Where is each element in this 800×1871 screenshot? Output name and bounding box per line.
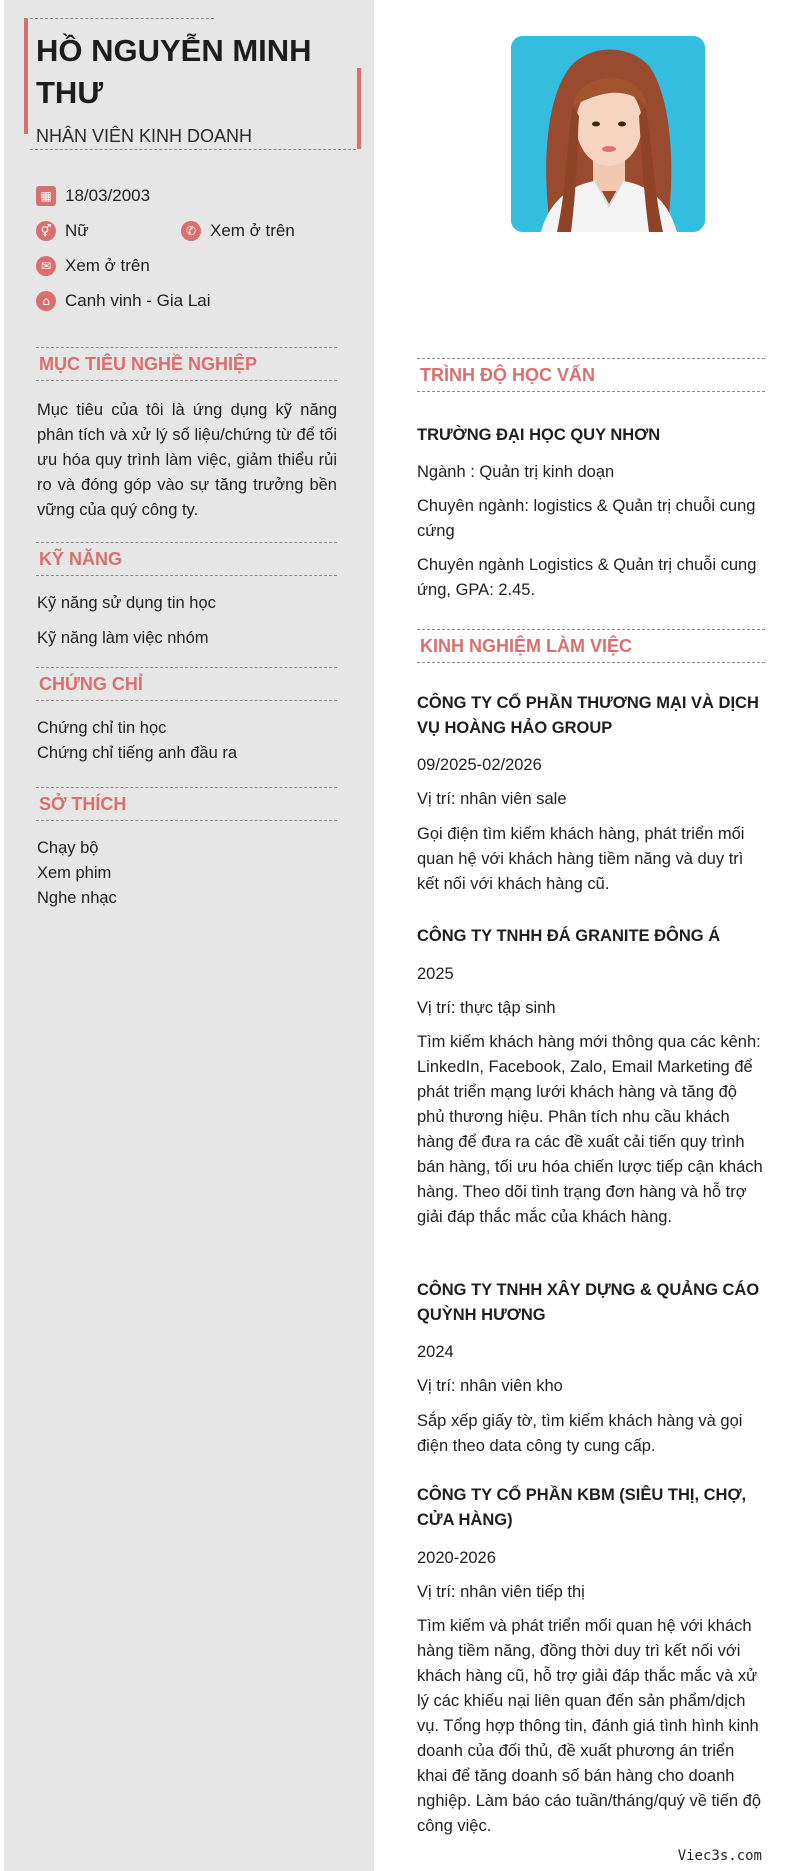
sidebar: [4, 0, 374, 1871]
education-heading: TRÌNH ĐỘ HỌC VẤN: [417, 358, 765, 392]
job-company: CÔNG TY TNHH XÂY DỰNG & QUẢNG CÁO QUỲNH HƯƠNG: [417, 1281, 760, 1324]
address-value: Canh vinh - Gia Lai: [65, 291, 211, 310]
education-line: Chuyên ngành: logistics & Quản trị chuỗi cung cứng: [417, 497, 756, 540]
hobby-item: Chạy bộ: [37, 839, 99, 857]
skills-heading: KỸ NĂNG: [36, 542, 337, 576]
job-description: Tìm kiếm và phát triển mối quan hệ với khách hàng tiềm năng, đồng thời duy trì kết nối với khách hàng cũ, hỗ trợ giải đáp thắc mắc và xử lý các khiếu nại liên quan đến sản phẩm/dịch vụ. Tổng hợp thông tin, đánh giá tình hình kinh doanh của đối thủ, đề xuất phương án triển khai để tăng doanh số bán hàng cho doanh nghiệp. Làm báo cáo tuần/tháng/quý về tiến độ công việc.: [417, 1617, 762, 1835]
name-line-2: THƯ: [36, 75, 104, 110]
job-position: Vị trí: nhân viên sale: [417, 790, 567, 808]
birthdate-value: 18/03/2003: [65, 186, 151, 205]
job-period: 2025: [417, 965, 454, 983]
gender-value: Nữ: [65, 221, 89, 240]
skill-item: Kỹ năng làm việc nhóm: [37, 629, 209, 647]
job-position: Vị trí: nhân viên kho: [417, 1377, 563, 1395]
objective-text: Mục tiêu của tôi là ứng dụng kỹ năng phân tích và xử lý số liệu/chứng từ để tối ưu hóa quy trình làm việc, giảm thiểu rủi ro và đóng góp vào sự tăng trưởng bền vững của quý công ty.: [37, 401, 337, 519]
education-line: Ngành : Quản trị kinh doạn: [417, 463, 615, 481]
job-company: CÔNG TY CỔ PHẦN KBM (SIÊU THỊ, CHỢ, CỬA HÀNG): [417, 1486, 747, 1529]
job-company: CÔNG TY CỔ PHẦN THƯƠNG MẠI VÀ DỊCH VỤ HOÀNG HẢO GROUP: [417, 694, 759, 737]
accent-bar-left: [24, 18, 28, 134]
hobby-item: Xem phim: [37, 864, 112, 882]
objective-heading: MỤC TIÊU NGHỀ NGHIỆP: [36, 347, 337, 381]
email-value: Xem ở trên: [65, 256, 150, 275]
school-name: TRƯỜNG ĐẠI HỌC QUY NHƠN: [417, 426, 661, 444]
certificate-item: Chứng chỉ tiếng anh đầu ra: [37, 744, 238, 762]
job-description: Tìm kiếm khách hàng mới thông qua các kênh: LinkedIn, Facebook, Zalo, Email Marketing để phát triển mạng lưới khách hàng và tăng độ phủ thương hiệu. Phân tích nhu cầu khách hàng để đưa ra các đề xuất cải tiến quy trình bán hàng, tối ưu hóa chiến lược tiếp cận khách hàng. Theo dõi tình trạng đơn hàng và hỗ trợ giải đáp thắc mắc của khách hàng.: [417, 1033, 763, 1226]
address-row: [36, 291, 211, 311]
gender-icon: ⚥: [36, 221, 56, 241]
divider: [30, 18, 214, 19]
job-position: Vị trí: nhân viên tiếp thị: [417, 1583, 585, 1601]
home-icon: ⌂: [36, 291, 56, 311]
job-title: NHÂN VIÊN KINH DOANH: [36, 126, 253, 146]
skill-item: Kỹ năng sử dụng tin học: [37, 594, 216, 612]
calendar-icon: ▦: [36, 186, 56, 206]
experience-heading: KINH NGHIỆM LÀM VIỆC: [417, 629, 765, 663]
hobbies-heading: SỞ THÍCH: [36, 787, 337, 821]
job-description: Gọi điện tìm kiếm khách hàng, phát triển mối quan hệ với khách hàng tiềm năng và duy trì kết nối với khách hàng cũ.: [417, 825, 745, 893]
job-position: Vị trí: thực tập sinh: [417, 999, 556, 1017]
certificates-heading: CHỨNG CHỈ: [36, 667, 337, 701]
education-line: Chuyên ngành Logistics & Quản trị chuỗi cung ứng, GPA: 2.45.: [417, 556, 757, 599]
gender-row: [36, 221, 89, 241]
phone-row: [181, 221, 295, 241]
job-period: 09/2025-02/2026: [417, 756, 542, 774]
birthdate-row: [36, 186, 150, 206]
email-row: [36, 256, 150, 276]
job-company: CÔNG TY TNHH ĐÁ GRANITE ĐÔNG Á: [417, 927, 721, 945]
divider: [30, 149, 356, 150]
watermark: Viec3s.com: [677, 1848, 762, 1864]
hobby-item: Nghe nhạc: [37, 889, 117, 907]
accent-bar-right: [357, 68, 361, 149]
phone-value: Xem ở trên: [210, 221, 295, 240]
candidate-name: [36, 30, 336, 114]
name-block: [24, 18, 361, 150]
job-description: Sắp xếp giấy tờ, tìm kiếm khách hàng và gọi điện theo data công ty cung cấp.: [417, 1412, 743, 1455]
certificate-item: Chứng chỉ tin học: [37, 719, 167, 737]
profile-photo: [511, 36, 705, 232]
name-line-1: HỒ NGUYỄN MINH: [36, 33, 312, 68]
email-icon: ✉: [36, 256, 56, 276]
job-period: 2024: [417, 1343, 454, 1361]
phone-icon: ✆: [181, 221, 201, 241]
job-period: 2020-2026: [417, 1549, 496, 1567]
